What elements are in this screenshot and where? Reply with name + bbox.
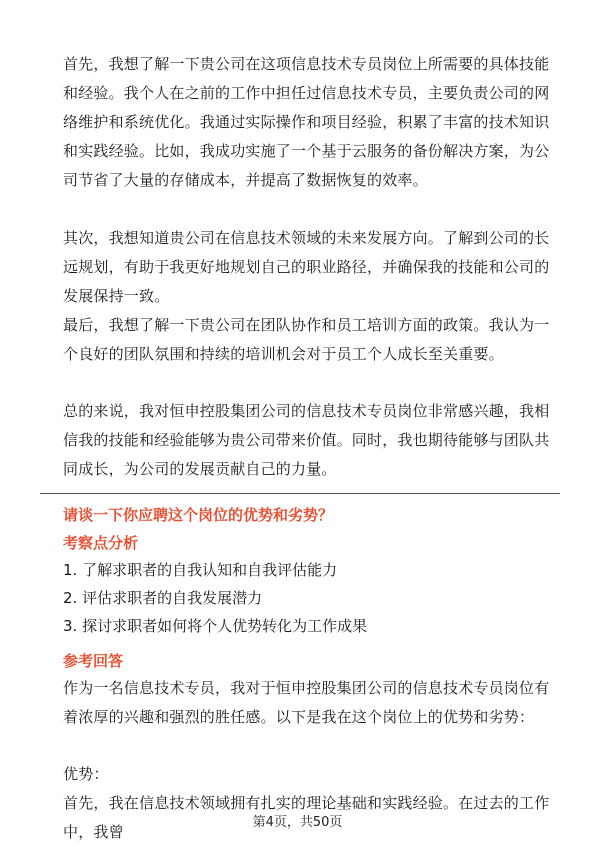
question-title: 请谈一下你应聘这个岗位的优势和劣势？ bbox=[63, 506, 334, 524]
answer-paragraph: 首先，我在信息技术领域拥有扎实的理论基础和实践经验。在过去的工作中，我曾 bbox=[63, 794, 550, 841]
intro-paragraph: 最后，我想了解一下贵公司在团队协作和员工培训方面的政策。我认为一个良好的团队氛围和持续的培训机会对于员工个人成长至关重要。 bbox=[63, 316, 550, 363]
answer-paragraph: 作为一名信息技术专员，我对于恒申控股集团公司的信息技术专员岗位有着浓厚的兴趣和强烈的胜任感。以下是我在这个岗位上的优势和劣势： bbox=[63, 679, 550, 726]
section-divider bbox=[40, 493, 560, 494]
intro-paragraph: 总的来说，我对恒申控股集团公司的信息技术专员岗位非常感兴趣，我相信我的技能和经验能够为贵公司带来价值。同时，我也期待能够与团队共同成长，为公司的发展贡献自己的力量。 bbox=[63, 402, 550, 478]
intro-paragraph: 其次，我想知道贵公司在信息技术领域的未来发展方向。了解到公司的长远规划，有助于我更好地规划自己的职业路径，并确保我的技能和公司的发展保持一致。 bbox=[63, 229, 550, 305]
intro-paragraph: 首先，我想了解一下贵公司在这项信息技术专员岗位上所需要的具体技能和经验。我个人在之前的工作中担任过信息技术专员，主要负责公司的网络维护和系统优化。我通过实际操作和项目经验，积累了丰富的技术知识和实践经验。比如，我成功实施了一个基于云服务的备份解决方案，为公司节省了大量的存储成本，并提高了数据恢复的效率。 bbox=[63, 55, 550, 189]
analysis-item: 2. 评估求职者的自我发展潜力 bbox=[63, 589, 263, 607]
page-number: 第4页，共50页 bbox=[252, 815, 343, 830]
answer-heading: 参考回答 bbox=[63, 652, 124, 670]
analysis-item: 1. 了解求职者的自我认知和自我评估能力 bbox=[63, 561, 338, 579]
analysis-heading: 考察点分析 bbox=[63, 534, 139, 552]
answer-paragraph: 优势： bbox=[63, 765, 109, 783]
analysis-item: 3. 探讨求职者如何将个人优势转化为工作成果 bbox=[63, 617, 368, 635]
